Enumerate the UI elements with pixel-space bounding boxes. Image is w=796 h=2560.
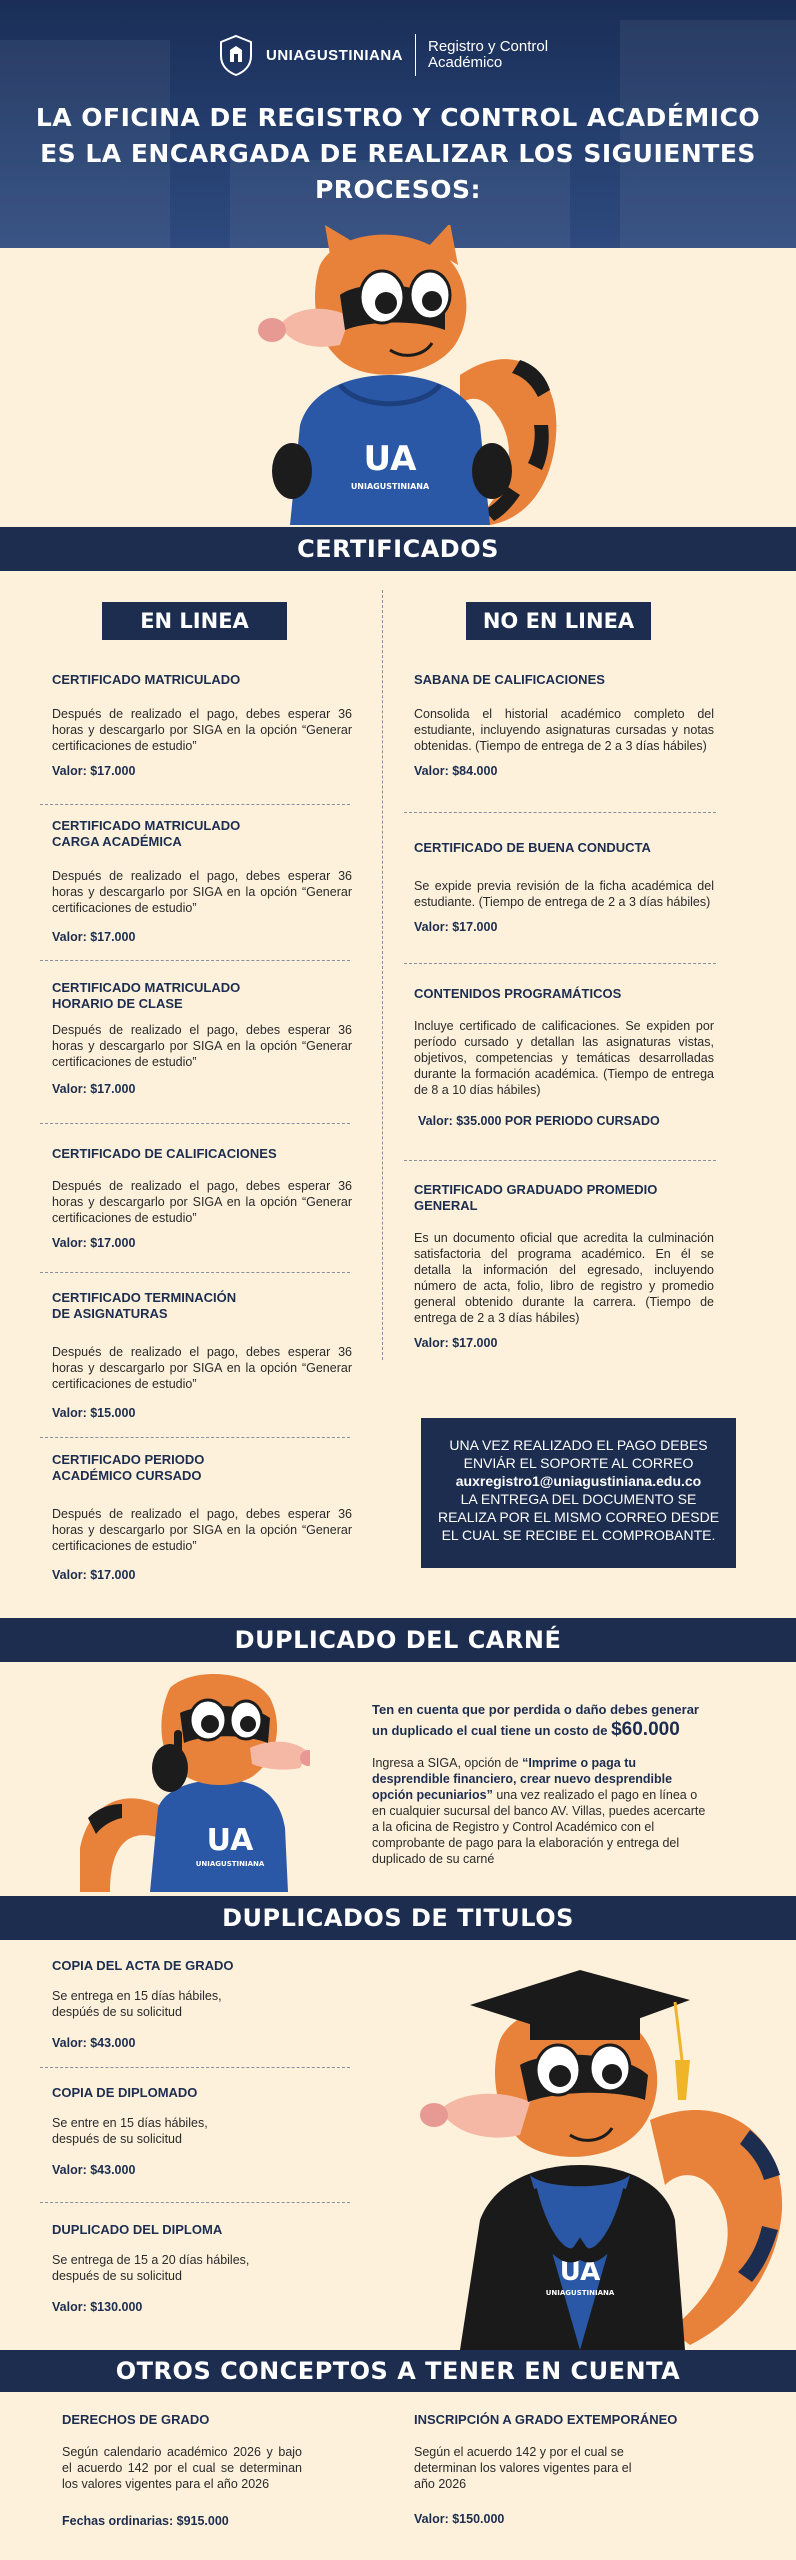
carne-info [372, 1700, 712, 1867]
hero-banner [0, 0, 796, 248]
titulo-item [52, 1958, 352, 2050]
support-email[interactable]: auxregistro1@uniagustiniana.edu.co [455, 1473, 702, 1489]
item-title: CERTIFICADO DE BUENA CONDUCTA [414, 840, 651, 855]
offline-item [414, 986, 714, 1128]
item-title: COPIA DEL ACTA DE GRADO [52, 1958, 234, 1973]
online-item [52, 1290, 352, 1420]
separator [40, 2067, 350, 2068]
item-title: INSCRIPCIÓN A GRADO EXTEMPORÁNEO [414, 2412, 678, 2427]
item-description: Incluye certificado de calificaciones. Se expiden por período cursado y detallan las asignaturas vistas, objetivos, competencias y temáticas desarrolladas durante la formación académica. (Tiempo de entrega de 8 a 10 días hábiles) [414, 1019, 714, 1097]
university-shield-icon [218, 34, 254, 76]
offline-item [414, 840, 714, 934]
online-column-badge: EN LINEA [102, 602, 287, 640]
item-price: Valor: $130.000 [52, 2300, 143, 2314]
separator [40, 804, 350, 805]
carne-cost: $60.000 [611, 1719, 680, 1740]
item-price: Valor: $17.000 [52, 1082, 136, 1096]
online-item [52, 672, 352, 778]
item-description: Es un documento oficial que acredita la culminación satisfactoria del programa académico. En él se detalla la información del egresado, incluyendo número de acta, folio, libro de registro y promedio general obtenido durante la carrera. (Tiempo de entrega de 2 a 3 días hábiles) [414, 1231, 714, 1325]
logo-divider [415, 34, 416, 76]
separator [40, 2202, 350, 2203]
item-price: Valor: $17.000 [52, 1568, 136, 1582]
section-band-certificados: CERTIFICADOS [0, 527, 796, 571]
payment-info-box [421, 1418, 736, 1568]
carne-intro [372, 1700, 712, 1741]
otros-item-left [62, 2412, 302, 2528]
hoodie-caption-text: UNIAGUSTINIANA [350, 482, 430, 491]
item-description: Se entrega en 15 días hábiles, despúés de su solicitud [52, 1989, 222, 2019]
item-price: Valor: $35.000 POR PERIODO CURSADO [418, 1114, 660, 1128]
separator [404, 812, 716, 813]
item-price: Valor: $17.000 [52, 764, 136, 778]
item-description: Después de realizado el pago, debes esperar 36 horas y descargarlo por SIGA en la opción “Generar certificaciones de estudio” [52, 1345, 352, 1391]
carne-instructions-bold: “Imprime o paga tu desprendible financiero, crear nuevo desprendible opción pecuniarios” [372, 1756, 673, 1802]
item-description: Después de realizado el pago, debes esperar 36 horas y descargarlo por SIGA en la opción “Generar certificaciones de estudio” [52, 869, 352, 915]
item-price: Valor: $150.000 [414, 2512, 505, 2526]
carne-instructions-end: una vez realizado el pago en línea o en cualquier sucursal del banco AV. Villas, puedes acercarte a la oficina de Registro y Control Académico con el comprobante de pago para la elaboración y entrega del duplicado de su carné [372, 1788, 706, 1866]
item-title: CERTIFICADO MATRICULADO HORARIO DE CLASE [52, 980, 241, 1011]
separator [404, 1160, 716, 1161]
item-description: Consolida el historial académico completo del estudiante, incluyendo asignaturas cursadas y notas obtenidas. (Tiempo de entrega de 2 a 3 días hábiles) [414, 707, 714, 753]
item-description: Después de realizado el pago, debes esperar 36 horas y descargarlo por SIGA en la opción “Generar certificaciones de estudio” [52, 1179, 352, 1225]
item-price: Valor: $17.000 [52, 1236, 136, 1250]
department-name: Registro y Control Académico [428, 38, 549, 71]
otros-item-right [414, 2412, 714, 2526]
online-item [52, 1452, 352, 1582]
item-title: CERTIFICADO PERIODO ACADÉMICO CURSADO [52, 1452, 205, 1483]
item-title: CERTIFICADO DE CALIFICACIONES [52, 1146, 277, 1161]
section-band-carne: DUPLICADO DEL CARNÉ [0, 1618, 796, 1662]
separator [40, 1272, 350, 1273]
item-description: Después de realizado el pago, debes esperar 36 horas y descargarlo por SIGA en la opción “Generar certificaciones de estudio” [52, 1023, 352, 1069]
titulo-item [52, 2085, 352, 2177]
item-title: CERTIFICADO GRADUADO PROMEDIO GENERAL [414, 1182, 658, 1213]
online-item [52, 818, 352, 944]
item-title: CERTIFICADO MATRICULADO CARGA ACADÉMICA [52, 818, 241, 849]
item-price: Valor: $43.000 [52, 2163, 136, 2177]
hoodie-caption-text: UNIAGUSTINIANA [195, 1860, 265, 1868]
brand-name: UNIAGUSTINIANA [266, 46, 403, 64]
item-title: SABANA DE CALIFICACIONES [414, 672, 605, 687]
offline-item [414, 672, 714, 778]
item-description: Después de realizado el pago, debes esperar 36 horas y descargarlo por SIGA en la opción “Generar certificaciones de estudio” [52, 1507, 352, 1553]
item-title: DUPLICADO DEL DIPLOMA [52, 2222, 223, 2237]
item-description: Después de realizado el pago, debes esperar 36 horas y descargarlo por SIGA en la opción “Generar certificaciones de estudio” [52, 707, 352, 753]
separator [40, 1437, 350, 1438]
item-price: Valor: $15.000 [52, 1406, 136, 1420]
item-price: Valor: $43.000 [52, 2036, 136, 2050]
online-item [52, 1146, 352, 1250]
item-title: DERECHOS DE GRADO [62, 2412, 210, 2427]
item-price: Valor: $84.000 [414, 764, 498, 778]
hoodie-logo-text: UA [206, 1823, 254, 1858]
item-price: Fechas ordinarias: $915.000 [62, 2514, 229, 2528]
item-title: CERTIFICADO MATRICULADO [52, 672, 241, 687]
item-description: Se entrega de 15 a 20 días hábiles, después de su solicitud [52, 2253, 250, 2283]
item-description: Se expide previa revisión de la ficha académica del estudiante. (Tiempo de entrega de 2 a 3 días hábiles) [414, 879, 714, 909]
info-text: UNA VEZ REALIZADO EL PAGO DEBES ENVIÁR EL SOPORTE AL CORREO [449, 1437, 708, 1471]
page-title: LA OFICINA DE REGISTRO Y CONTROL ACADÉMICO ES LA ENCARGADA DE REALIZAR LOS SIGUIENTES PROCESOS: [35, 103, 761, 204]
mascot-illustration-top [220, 225, 580, 525]
item-description: Se entre en 15 días hábiles, después de su solicitud [52, 2116, 208, 2146]
hoodie-logo-text: UA [559, 2257, 601, 2287]
carne-instructions-start: Ingresa a SIGA, opción de [372, 1756, 523, 1770]
section-band-titulos: DUPLICADOS DE TITULOS [0, 1896, 796, 1940]
carne-instructions [372, 1755, 712, 1867]
info-text: LA ENTREGA DEL DOCUMENTO SE REALIZA POR EL MISMO CORREO DESDE EL CUAL SE RECIBE EL COMPROBANTE. [437, 1491, 720, 1543]
separator [40, 1123, 350, 1124]
separator [40, 960, 350, 961]
carne-intro-text: Ten en cuenta que por perdida o daño debes generar un duplicado el cual tiene un costo de [372, 1702, 699, 1738]
online-item [52, 980, 352, 1096]
mascot-graduate-illustration [420, 1950, 796, 2350]
mascot-illustration-middle [70, 1668, 310, 1892]
separator [404, 963, 716, 964]
item-price: Valor: $17.000 [52, 930, 136, 944]
offline-item [414, 1182, 714, 1350]
offline-column-badge: NO EN LINEA [466, 602, 651, 640]
header-logo [0, 30, 796, 80]
titulo-item [52, 2222, 352, 2314]
item-price: Valor: $17.000 [414, 1336, 498, 1350]
item-description: Según calendario académico 2026 y bajo el acuerdo 142 por el cual se determinan los valores vigentes para el año 2026 [62, 2445, 302, 2491]
item-title: CONTENIDOS PROGRAMÁTICOS [414, 986, 622, 1001]
column-divider [382, 590, 383, 1360]
item-price: Valor: $17.000 [414, 920, 498, 934]
item-title: COPIA DE DIPLOMADO [52, 2085, 198, 2100]
item-title: CERTIFICADO TERMINACIÓN DE ASIGNATURAS [52, 1290, 237, 1321]
item-description: Según el acuerdo 142 y por el cual se determinan los valores vigentes para el año 2026 [414, 2445, 632, 2491]
section-band-otros: OTROS CONCEPTOS A TENER EN CUENTA [0, 2350, 796, 2392]
hoodie-caption-text: UNIAGUSTINIANA [545, 2289, 615, 2297]
hoodie-logo-text: UA [363, 439, 417, 479]
